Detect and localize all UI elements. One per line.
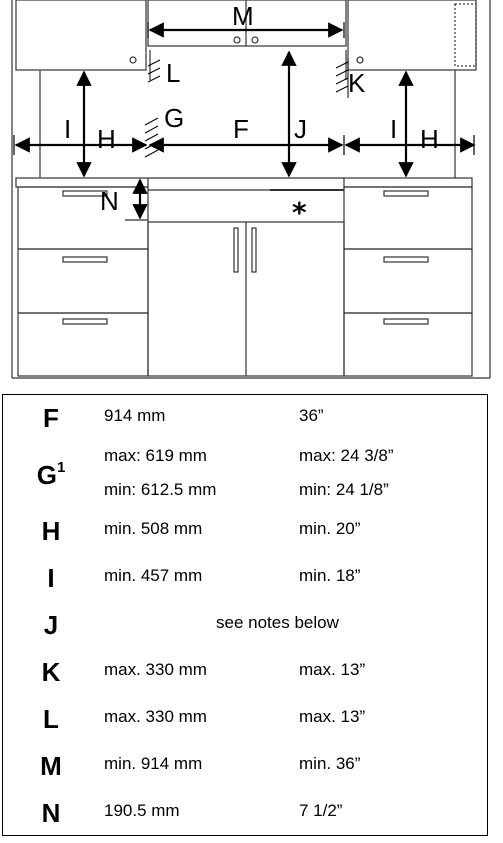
spec-imperial-max: max: 24 3/8” xyxy=(299,446,394,465)
countertop-left xyxy=(16,178,148,187)
spec-metric-max: max: 619 mm xyxy=(104,446,207,465)
center-base-handle-right xyxy=(252,228,256,272)
spec-metric: 190.5 mm xyxy=(104,801,180,820)
spec-row-n xyxy=(3,790,487,837)
spec-imperial: min. 18” xyxy=(299,566,361,585)
spec-row-h xyxy=(3,508,487,555)
label-j: J xyxy=(294,114,307,144)
drawer-right-middle xyxy=(344,249,472,313)
label-asterisk: * xyxy=(292,196,307,229)
upper-cabinet-middle-knob-right xyxy=(252,37,258,43)
spec-metric: min. 508 mm xyxy=(104,519,203,538)
spec-imperial: 7 1/2” xyxy=(299,801,343,820)
spec-imperial: max. 13” xyxy=(299,660,366,679)
spec-letter: H xyxy=(41,516,61,546)
kitchen-clearance-diagram xyxy=(0,0,503,385)
spec-letter xyxy=(3,460,99,491)
spec-imperial-min: min: 24 1/8” xyxy=(299,480,389,499)
dimension-spec-table xyxy=(2,394,488,836)
center-base-handle-left xyxy=(234,228,238,272)
spec-metric: max. 330 mm xyxy=(104,660,207,679)
label-h-left: H xyxy=(97,124,116,154)
drawer-right-top-handle xyxy=(384,191,428,196)
spec-row-f xyxy=(3,395,487,442)
drawer-right-middle-handle xyxy=(384,257,428,262)
drawer-left-middle-handle xyxy=(63,257,107,262)
spec-imperial: max. 13” xyxy=(299,707,366,726)
label-g: G xyxy=(164,103,185,133)
spec-metric: min. 457 mm xyxy=(104,566,203,585)
drawer-left-bottom xyxy=(18,313,148,376)
spec-row-i xyxy=(3,555,487,602)
upper-cabinet-left xyxy=(16,0,146,70)
spec-footnote-marker: 1 xyxy=(56,459,66,477)
spec-letter: J xyxy=(43,610,59,640)
spec-imperial: 36” xyxy=(299,406,324,425)
label-f: F xyxy=(233,114,249,144)
upper-cabinet-middle-knob-left xyxy=(234,37,240,43)
spec-metric: 914 mm xyxy=(104,406,166,425)
spec-row-k xyxy=(3,649,487,696)
drawer-right-bottom xyxy=(344,313,472,376)
label-m: M xyxy=(232,1,254,31)
spec-letter: M xyxy=(40,751,62,781)
spec-letter: N xyxy=(41,798,61,828)
upper-cabinet-right-knob xyxy=(357,57,363,63)
drawer-left-bottom-handle xyxy=(63,319,107,324)
label-n: N xyxy=(100,186,119,216)
label-i-right: I xyxy=(390,114,398,144)
spec-row-m xyxy=(3,743,487,790)
spec-row-l xyxy=(3,696,487,743)
upper-cabinet-left-knob xyxy=(130,57,136,63)
label-k: K xyxy=(348,68,366,98)
spec-letter: F xyxy=(43,403,59,433)
spec-metric-min: min: 612.5 mm xyxy=(104,480,217,499)
drawer-right-bottom-handle xyxy=(384,319,428,324)
spec-imperial: min. 36” xyxy=(299,754,361,773)
label-i-left: I xyxy=(64,114,72,144)
spec-letter: K xyxy=(41,657,61,687)
spec-imperial: min. 20” xyxy=(299,519,361,538)
spec-note: see notes below xyxy=(216,613,339,632)
upper-cabinet-right-hidden-edge xyxy=(455,4,476,66)
countertop-right xyxy=(344,178,472,187)
spec-letter: I xyxy=(47,563,55,593)
label-h-right: H xyxy=(420,124,439,154)
spec-row-j xyxy=(3,602,487,649)
spec-row-g xyxy=(3,442,487,508)
spec-letter: L xyxy=(43,704,59,734)
spec-metric: min. 914 mm xyxy=(104,754,203,773)
upper-cabinet-right xyxy=(348,0,476,70)
spec-metric: max. 330 mm xyxy=(104,707,207,726)
label-l: L xyxy=(166,58,181,88)
drawer-left-middle xyxy=(18,249,148,313)
side-panel-g xyxy=(145,118,158,157)
spec-letter-text: G xyxy=(36,460,57,490)
